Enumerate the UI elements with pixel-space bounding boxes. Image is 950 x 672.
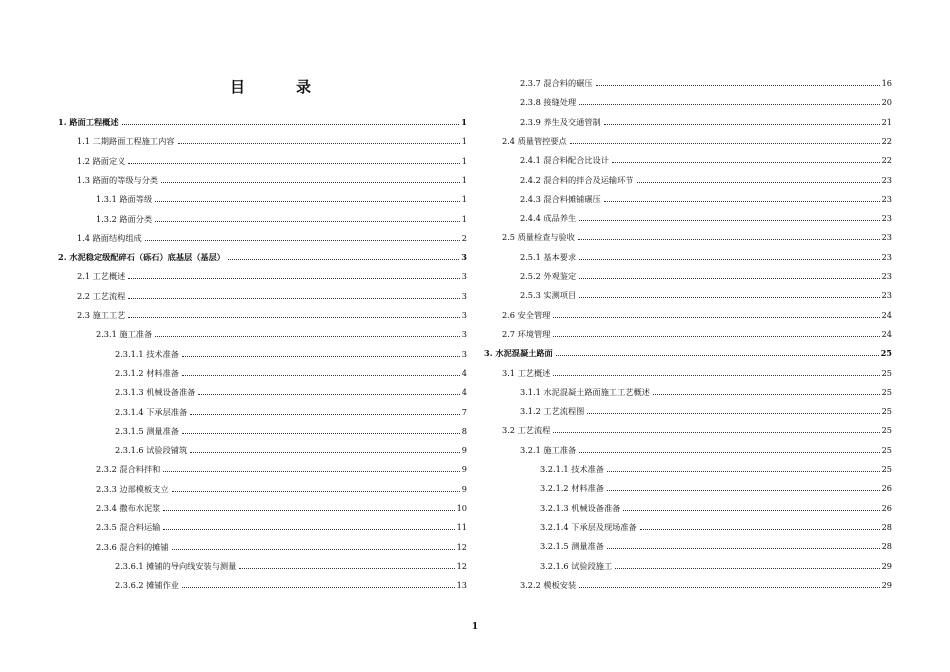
toc-entry-page: 23 bbox=[881, 174, 892, 185]
toc-entry-label: 2.3.1.5 测量准备 bbox=[115, 425, 179, 436]
toc-entry-page: 23 bbox=[881, 193, 892, 204]
toc-entry[interactable] bbox=[520, 93, 892, 107]
toc-dot-leader bbox=[653, 394, 880, 395]
toc-entry-label: 2.4.2 混合料的拌合及运输环节 bbox=[520, 174, 634, 185]
toc-dot-leader bbox=[612, 162, 880, 163]
toc-entry-page: 22 bbox=[881, 135, 892, 146]
toc-entry[interactable] bbox=[96, 499, 467, 513]
toc-entry[interactable] bbox=[96, 480, 467, 494]
toc-entry-page: 23 bbox=[881, 251, 892, 262]
toc-entry-page: 16 bbox=[881, 78, 892, 88]
toc-entry[interactable] bbox=[77, 152, 467, 166]
toc-dot-leader bbox=[604, 124, 880, 125]
toc-dot-leader bbox=[163, 471, 459, 472]
toc-entry-page: 1 bbox=[461, 117, 467, 127]
toc-entry[interactable] bbox=[502, 132, 892, 146]
toc-entry[interactable] bbox=[520, 286, 892, 300]
toc-dot-leader bbox=[190, 452, 460, 453]
toc-dot-leader bbox=[178, 143, 460, 144]
toc-entry-label: 2.3.3 边部模板支立 bbox=[96, 483, 169, 494]
toc-entry-page: 3 bbox=[461, 252, 467, 263]
toc-entry-label: 2.3.7 混合料的碾压 bbox=[520, 78, 593, 88]
toc-dot-leader bbox=[553, 432, 879, 433]
toc-dot-leader bbox=[553, 317, 879, 318]
toc-entry-page: 25 bbox=[881, 425, 892, 436]
toc-entry-page: 9 bbox=[461, 483, 467, 494]
toc-entry-page: 1 bbox=[461, 194, 467, 205]
toc-entry[interactable] bbox=[96, 460, 467, 474]
toc-entry-page: 23 bbox=[881, 213, 892, 224]
toc-entry-label: 2.3.5 混合料运输 bbox=[96, 522, 161, 533]
toc-dot-leader bbox=[607, 490, 880, 491]
toc-entry[interactable] bbox=[96, 210, 467, 224]
toc-entry[interactable] bbox=[520, 209, 892, 223]
toc-entry-label: 2.3.1.3 机械设备准备 bbox=[115, 387, 196, 398]
toc-dot-leader bbox=[182, 356, 460, 357]
page-title: 目 录 bbox=[230, 78, 330, 96]
toc-entry-label: 2.1 工艺概述 bbox=[77, 271, 126, 282]
toc-dot-leader bbox=[228, 259, 459, 260]
toc-entry-page: 3 bbox=[461, 329, 467, 340]
toc-entry-label: 2.3.4 撒布水泥浆 bbox=[96, 503, 161, 513]
toc-dot-leader bbox=[128, 163, 459, 164]
toc-entry-label: 2.3.1.2 材料准备 bbox=[115, 367, 179, 378]
toc-dot-leader bbox=[172, 491, 460, 492]
toc-entry-page: 25 bbox=[881, 444, 892, 455]
toc-entry-page: 9 bbox=[461, 464, 467, 475]
toc-entry[interactable] bbox=[115, 576, 467, 590]
toc-dot-leader bbox=[190, 414, 460, 415]
toc-dot-leader bbox=[553, 375, 879, 376]
toc-dot-leader bbox=[596, 85, 880, 86]
toc-entry-label: 2.5.2 外观鉴定 bbox=[520, 271, 577, 281]
toc-dot-leader bbox=[198, 394, 459, 395]
toc-entry-label: 3.2.1.6 试验段施工 bbox=[540, 560, 613, 571]
toc-entry-label: 2.3.6.1 摊铺的导向线安装与测量 bbox=[115, 560, 237, 571]
toc-entry-label: 1.3.2 路面分类 bbox=[96, 213, 153, 224]
toc-entry[interactable] bbox=[96, 325, 467, 339]
toc-entry-page: 4 bbox=[461, 367, 467, 378]
toc-entry-label: 3.2.1.2 材料准备 bbox=[540, 483, 604, 494]
toc-entry[interactable] bbox=[520, 113, 892, 127]
toc-entry-label: 3.2.2 模板安装 bbox=[520, 579, 577, 590]
toc-entry[interactable] bbox=[77, 171, 467, 185]
toc-entry-page: 22 bbox=[881, 155, 892, 166]
toc-entry[interactable] bbox=[58, 113, 467, 127]
toc-entry-label: 2.4 质量管控要点 bbox=[502, 135, 567, 146]
toc-entry[interactable] bbox=[96, 538, 467, 552]
toc-dot-leader bbox=[615, 568, 879, 569]
toc-entry-label: 2.5 质量检查与验收 bbox=[502, 232, 575, 243]
toc-entry-label: 3.2.1.5 测量准备 bbox=[540, 541, 604, 552]
toc-dot-leader bbox=[579, 587, 879, 588]
toc-entry-page: 8 bbox=[461, 425, 467, 436]
toc-dot-leader bbox=[579, 278, 879, 279]
toc-entry[interactable] bbox=[540, 479, 892, 493]
toc-entry-page: 1 bbox=[461, 213, 467, 224]
toc-entry[interactable] bbox=[115, 422, 467, 436]
toc-entry-page: 29 bbox=[881, 560, 892, 571]
toc-entry[interactable] bbox=[540, 518, 892, 532]
toc-entry-label: 3.2.1.1 技术准备 bbox=[540, 464, 604, 474]
toc-entry-label: 2. 水泥稳定级配碎石（砾石）底基层（基层） bbox=[58, 252, 225, 263]
toc-entry-label: 2.3.1 施工准备 bbox=[96, 329, 153, 340]
toc-entry-page: 9 bbox=[461, 445, 467, 456]
toc-entry[interactable] bbox=[520, 74, 892, 88]
page-number: 1 bbox=[471, 622, 479, 632]
toc-entry[interactable] bbox=[77, 287, 467, 301]
toc-entry-label: 2.2 工艺流程 bbox=[77, 290, 126, 301]
toc-dot-leader bbox=[182, 587, 455, 588]
toc-entry-label: 2.6 安全管理 bbox=[502, 309, 551, 320]
toc-dot-leader bbox=[607, 471, 880, 472]
toc-entry-page: 12 bbox=[456, 541, 467, 552]
toc-entry-page: 21 bbox=[881, 116, 892, 127]
toc-entry-label: 2.5.3 实测项目 bbox=[520, 290, 577, 301]
toc-entry-label: 2.3.1.6 试验段铺筑 bbox=[115, 445, 188, 456]
toc-entry-page: 3 bbox=[461, 310, 467, 320]
toc-entry-label: 2.3.6.2 摊铺作业 bbox=[115, 580, 179, 591]
toc-entry-label: 2.3.1.4 下承层准备 bbox=[115, 406, 188, 417]
toc-entry-page: 28 bbox=[881, 541, 892, 552]
toc-entry-page: 3 bbox=[461, 348, 467, 359]
toc-entry-label: 3.1.2 工艺流程图 bbox=[520, 406, 585, 417]
toc-entry[interactable] bbox=[115, 441, 467, 455]
toc-dot-leader bbox=[163, 510, 454, 511]
toc-entry[interactable] bbox=[520, 576, 892, 590]
toc-entry-label: 2.4.4 成品养生 bbox=[520, 213, 577, 224]
toc-entry-label: 3.2.1.4 下承层及现场准备 bbox=[540, 521, 637, 532]
toc-entry-label: 1.1 二期路面工程施工内容 bbox=[77, 136, 175, 147]
toc-entry[interactable] bbox=[502, 325, 892, 339]
toc-dot-leader bbox=[553, 336, 879, 337]
toc-entry-page: 23 bbox=[881, 232, 892, 243]
toc-entry[interactable] bbox=[502, 421, 892, 435]
toc-entry[interactable] bbox=[484, 344, 892, 358]
toc-entry-page: 20 bbox=[881, 97, 892, 108]
toc-dot-leader bbox=[239, 568, 454, 569]
toc-entry-page: 1 bbox=[461, 174, 467, 185]
toc-dot-leader bbox=[128, 317, 459, 318]
toc-entry-page: 24 bbox=[881, 328, 892, 339]
toc-dot-leader bbox=[182, 375, 460, 376]
toc-entry-label: 2.4.3 混合料摊铺碾压 bbox=[520, 193, 601, 204]
toc-dot-leader bbox=[607, 548, 880, 549]
toc-entry[interactable] bbox=[520, 402, 892, 416]
toc-dot-leader bbox=[579, 259, 879, 260]
toc-dot-leader bbox=[155, 336, 460, 337]
toc-dot-leader bbox=[128, 298, 459, 299]
toc-entry[interactable] bbox=[520, 190, 892, 204]
toc-dot-leader bbox=[182, 433, 460, 434]
toc-entry-label: 3.2 工艺流程 bbox=[502, 425, 551, 436]
toc-entry[interactable] bbox=[520, 267, 892, 281]
toc-entry-label: 1. 路面工程概述 bbox=[58, 117, 119, 127]
toc-entry-page: 1 bbox=[461, 155, 467, 166]
toc-entry[interactable] bbox=[77, 306, 467, 320]
toc-entry[interactable] bbox=[540, 499, 892, 513]
toc-entry[interactable] bbox=[520, 383, 892, 397]
toc-entry-label: 1.3.1 路面等级 bbox=[96, 194, 153, 205]
toc-entry[interactable] bbox=[96, 190, 467, 204]
toc-entry[interactable] bbox=[502, 306, 892, 320]
toc-dot-leader bbox=[587, 413, 879, 414]
toc-entry-page: 25 bbox=[881, 464, 892, 474]
toc-entry[interactable] bbox=[540, 557, 892, 571]
toc-dot-leader bbox=[556, 355, 879, 356]
toc-entry[interactable] bbox=[77, 132, 467, 146]
toc-entry-page: 25 bbox=[881, 406, 892, 417]
toc-entry-page: 12 bbox=[456, 560, 467, 571]
toc-entry-label: 2.3 施工工艺 bbox=[77, 310, 126, 320]
toc-entry-page: 1 bbox=[461, 136, 467, 147]
toc-dot-leader bbox=[155, 221, 460, 222]
toc-entry[interactable] bbox=[540, 537, 892, 551]
toc-entry-label: 1.2 路面定义 bbox=[77, 155, 126, 166]
toc-entry-label: 2.3.2 混合料拌和 bbox=[96, 464, 161, 475]
toc-entry-label: 3. 水泥混凝土路面 bbox=[484, 348, 553, 359]
toc-entry-page: 7 bbox=[461, 406, 467, 417]
toc-dot-leader bbox=[155, 201, 460, 202]
toc-entry-label: 3.1.1 水泥混凝土路面施工工艺概述 bbox=[520, 386, 650, 397]
toc-dot-leader bbox=[579, 104, 879, 105]
toc-entry-page: 4 bbox=[461, 387, 467, 398]
toc-dot-leader bbox=[570, 143, 880, 144]
toc-entry-page: 23 bbox=[881, 271, 892, 281]
toc-entry-page: 28 bbox=[881, 521, 892, 532]
toc-entry-label: 2.3.1.1 技术准备 bbox=[115, 348, 179, 359]
toc-dot-leader bbox=[640, 529, 880, 530]
toc-dot-leader bbox=[161, 182, 460, 183]
toc-entry-page: 29 bbox=[881, 579, 892, 590]
toc-entry-label: 3.1 工艺概述 bbox=[502, 367, 551, 378]
toc-entry[interactable] bbox=[115, 383, 467, 397]
toc-dot-leader bbox=[579, 220, 879, 221]
toc-entry[interactable] bbox=[520, 248, 892, 262]
toc-entry[interactable] bbox=[502, 228, 892, 242]
toc-dot-leader bbox=[128, 278, 459, 279]
toc-entry-page: 2 bbox=[461, 232, 467, 243]
toc-entry-page: 25 bbox=[881, 367, 892, 378]
toc-dot-leader bbox=[163, 529, 454, 530]
toc-entry-page: 3 bbox=[461, 271, 467, 282]
toc-entry-label: 3.2.1 施工准备 bbox=[520, 444, 577, 455]
toc-dot-leader bbox=[637, 182, 880, 183]
toc-entry-page: 26 bbox=[881, 483, 892, 494]
toc-dot-leader bbox=[623, 510, 879, 511]
toc-entry[interactable] bbox=[96, 518, 467, 532]
toc-entry[interactable] bbox=[540, 460, 892, 474]
toc-entry-page: 24 bbox=[881, 309, 892, 320]
toc-dot-leader bbox=[172, 549, 455, 550]
toc-entry-page: 10 bbox=[456, 503, 467, 513]
toc-entry-page: 11 bbox=[456, 522, 467, 533]
toc-entry-label: 1.3 路面的等级与分类 bbox=[77, 174, 159, 185]
toc-entry-label: 1.4 路面结构组成 bbox=[77, 232, 142, 243]
toc-entry-page: 23 bbox=[881, 290, 892, 301]
toc-dot-leader bbox=[145, 240, 460, 241]
toc-entry[interactable] bbox=[502, 364, 892, 378]
toc-entry[interactable] bbox=[520, 171, 892, 185]
toc-dot-leader bbox=[579, 452, 879, 453]
toc-dot-leader bbox=[604, 201, 880, 202]
toc-entry-label: 2.4.1 混合料配合比设计 bbox=[520, 155, 609, 166]
toc-entry-label: 3.2.1.3 机械设备准备 bbox=[540, 502, 621, 513]
toc-entry-label: 2.3.6 混合料的摊铺 bbox=[96, 541, 169, 552]
toc-entry[interactable] bbox=[77, 267, 467, 281]
toc-entry[interactable] bbox=[58, 248, 467, 262]
toc-entry-label: 2.5.1 基本要求 bbox=[520, 251, 577, 262]
toc-entry-label: 2.3.9 养生及交通管制 bbox=[520, 116, 601, 127]
toc-entry[interactable] bbox=[520, 151, 892, 165]
toc-entry[interactable] bbox=[115, 345, 467, 359]
toc-entry-page: 26 bbox=[881, 502, 892, 513]
toc-entry[interactable] bbox=[115, 364, 467, 378]
toc-entry-page: 25 bbox=[881, 386, 892, 397]
toc-entry-page: 3 bbox=[461, 290, 467, 301]
toc-entry[interactable] bbox=[77, 229, 467, 243]
toc-entry-page: 13 bbox=[456, 580, 467, 591]
toc-entry-label: 2.7 环境管理 bbox=[502, 328, 551, 339]
toc-entry-page: 25 bbox=[880, 348, 892, 359]
toc-dot-leader bbox=[578, 239, 880, 240]
toc-dot-leader bbox=[579, 297, 879, 298]
toc-dot-leader bbox=[122, 124, 460, 125]
toc-entry[interactable] bbox=[115, 557, 467, 571]
toc-entry-label: 2.3.8 接缝处理 bbox=[520, 97, 577, 108]
toc-entry[interactable] bbox=[520, 441, 892, 455]
toc-entry[interactable] bbox=[115, 403, 467, 417]
